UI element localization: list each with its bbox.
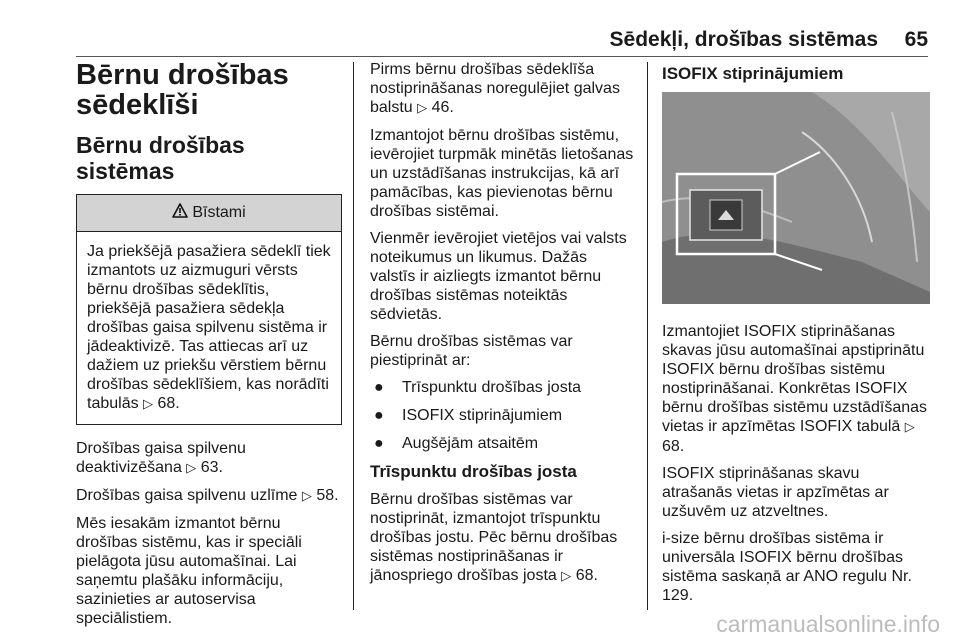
paragraph: Drošības gaisa spilvenu deaktivizēšana ▷ 63. bbox=[76, 440, 246, 476]
column-divider-left bbox=[353, 62, 354, 610]
paragraph: Izmantojiet ISOFIX stiprināšanas skavas jūsu automašīnai apstiprinātu ISOFIX bērnu drošības sistēmu nostiprināšanai. Konkrētas ISOFIX bērnu drošības sistēmu uzstādīšanas vietas ir apzīmētas ISOFIX tabulā ▷ 68. bbox=[662, 323, 928, 455]
page-number: 65 bbox=[904, 28, 928, 51]
page-ref: 68. bbox=[157, 395, 180, 412]
paragraph: i-size bērnu drošības sistēma ir universāla ISOFIX bērnu drošības sistēma saskaņā ar ANO regulu Nr. 129. bbox=[662, 530, 912, 604]
warning-triangle-icon bbox=[172, 203, 188, 223]
page-ref: 68. bbox=[662, 438, 685, 455]
warning-header bbox=[77, 195, 341, 232]
paragraph: Bērnu drošības sistēmas var piestiprināt ar: bbox=[370, 333, 573, 369]
page-ref: 46. bbox=[431, 99, 454, 116]
paragraph: Bērnu drošības sistēmas var nostiprināt, izmantojot trīspunktu drošības jostu. Pēc bērnu drošības sistēmas nostiprināšanas ir jānospriego drošības josta ▷ 68. bbox=[370, 491, 618, 584]
subsection-heading: Bērnu drošības sistēmas bbox=[76, 132, 245, 184]
list-item: ● Trīspunktu drošības josta bbox=[374, 379, 582, 396]
warning-box bbox=[76, 194, 342, 425]
isofix-illustration bbox=[662, 92, 930, 304]
page-ref-icon: ▷ bbox=[301, 489, 312, 504]
page-ref-icon: ▷ bbox=[417, 101, 428, 116]
header-rule bbox=[76, 56, 928, 57]
column-2 bbox=[370, 60, 636, 594]
page-ref-icon: ▷ bbox=[561, 569, 572, 584]
column-1 bbox=[76, 60, 342, 636]
paragraph: ISOFIX stiprināšanas skavu atrašanās vietas ir apzīmētas ar uzšuvēm uz atzveltnes. bbox=[662, 465, 889, 520]
paragraph: Izmantojot bērnu drošības sistēmu, ievērojiet turpmāk minētās lietošanas un uzstādīšanas instrukcijas, kā arī pamācības, kas pievienotas bērnu drošības sistēmai. bbox=[370, 127, 634, 220]
warning-text: Ja priekšējā pasažiera sēdeklī tiek izmantots uz aizmuguri vērsts bērnu drošības sēdeklītis, priekšējā pasažiera sēdekļa drošības gaisa spilvenu sistēma ir jādeaktivizē. Tas attiecas arī uz dažiem uz priekšu vērstiem bērnu drošības sēdeklīšiem, kas norādīti tabulās ▷ 68. bbox=[87, 243, 331, 412]
paragraph: Pirms bērnu drošības sēdeklīša nostiprināšanas noregulējiet galvas balstu ▷ 46. bbox=[370, 61, 620, 116]
section-heading: Bērnu drošības sēdeklīši bbox=[76, 59, 289, 121]
subsection-heading: ISOFIX stiprinājumiem bbox=[662, 64, 844, 83]
page-ref: 58. bbox=[316, 487, 339, 504]
list-item: ● ISOFIX stiprinājumiem bbox=[374, 407, 563, 424]
column-divider-right bbox=[647, 62, 648, 610]
header-title: Sēdekļi, drošības sistēmas bbox=[609, 28, 878, 51]
bullet-list bbox=[370, 378, 636, 453]
watermark: carmanualsonline.info bbox=[716, 611, 940, 637]
page-ref-icon: ▷ bbox=[904, 420, 915, 435]
column-3 bbox=[662, 60, 930, 613]
page-ref-icon: ▷ bbox=[186, 461, 197, 476]
page-ref: 63. bbox=[200, 459, 223, 476]
page-ref: 68. bbox=[575, 567, 598, 584]
paragraph: Drošības gaisa spilvenu uzlīme ▷ 58. bbox=[76, 487, 339, 504]
paragraph: Vienmēr ievērojiet vietējos vai valsts noteikumus un likumus. Dažās valstīs ir aizliegts izmantot bērnu drošības sistēmas noteiktās sēdvietās. bbox=[370, 230, 627, 323]
subsection-heading: Trīspunktu drošības josta bbox=[370, 462, 577, 481]
warning-title: Bīstami bbox=[192, 204, 246, 221]
page-ref-icon: ▷ bbox=[143, 397, 154, 412]
paragraph: Mēs iesakām izmantot bērnu drošības sistēmu, kas ir speciāli pielāgota jūsu automašīnai. Lai saņemtu plašāku informāciju, sazinieties ar autoservisa speciālistiem. bbox=[76, 515, 302, 627]
list-item: ● Augšējām atsaitēm bbox=[374, 435, 539, 452]
